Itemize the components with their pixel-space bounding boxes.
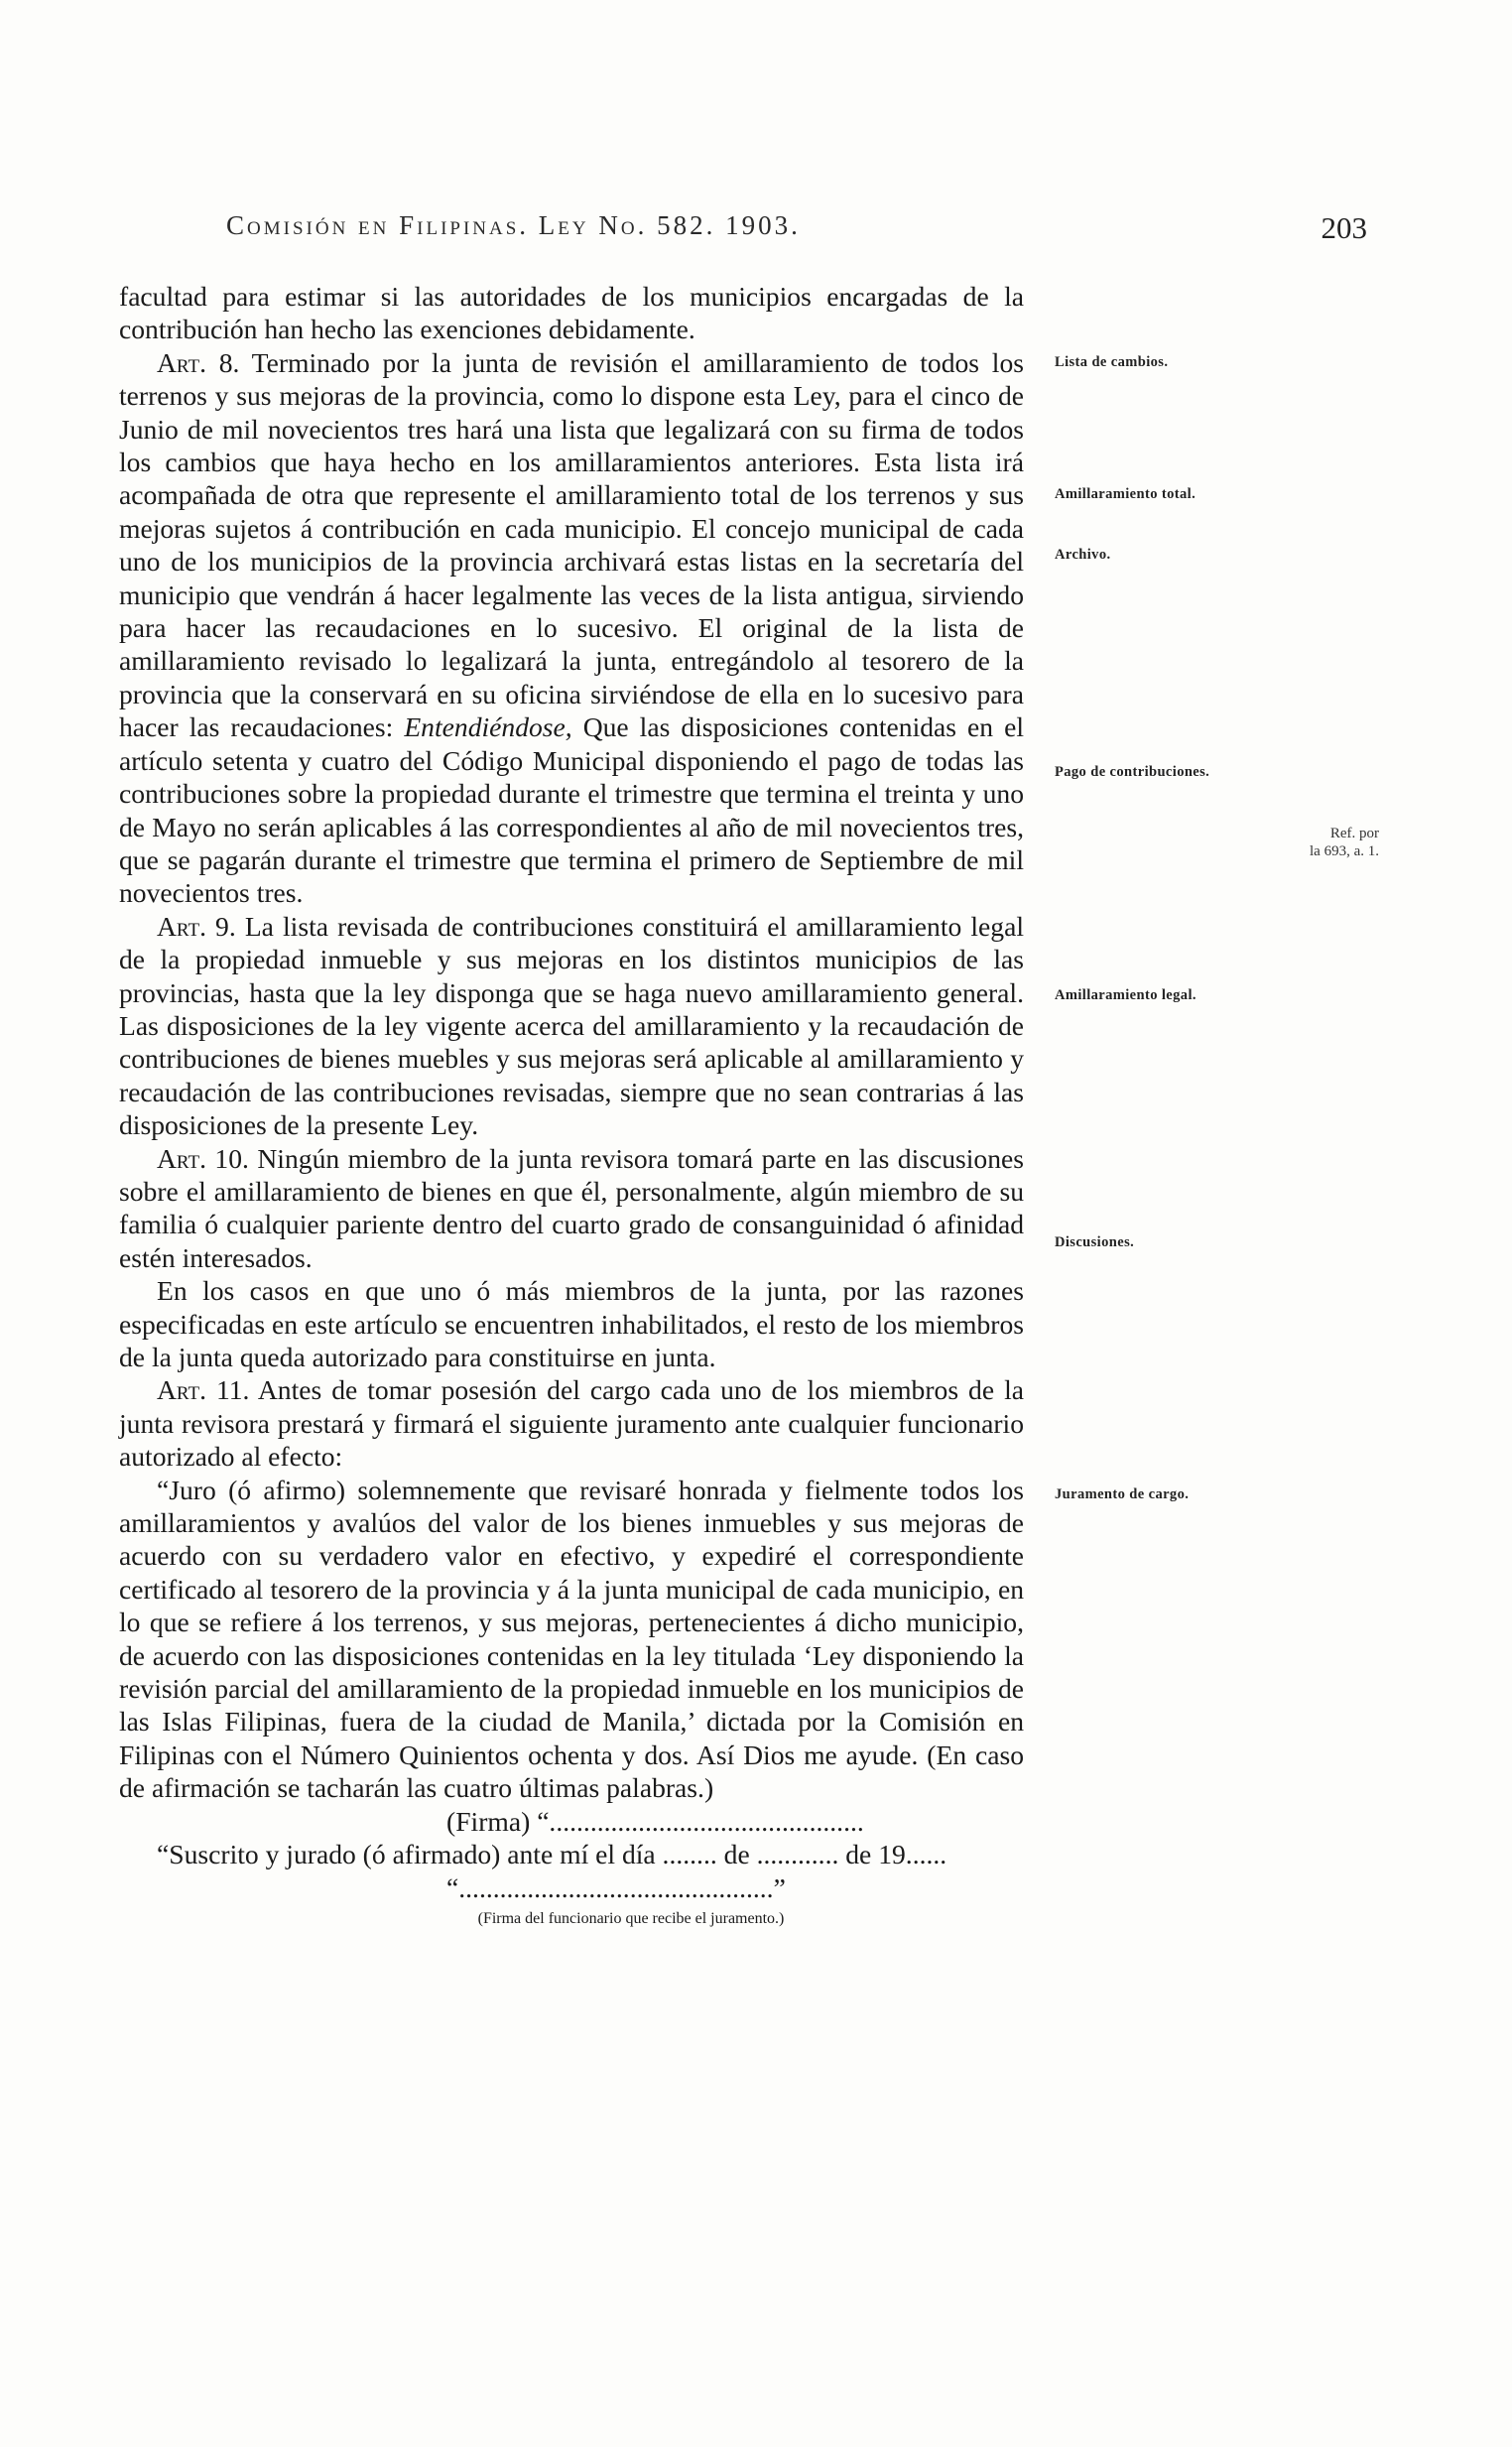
paragraph-casos: En los casos en que uno ó más miembros de la junta, por las razones especificadas en este artículo se encuentren inhabilitados, el resto de los miembros de la junta queda autorizado para constituirse en junta.: [119, 1275, 1024, 1372]
article-9: [119, 910, 1024, 1142]
article-8: [119, 346, 1024, 910]
paragraph-facultad: facultad para estimar si las autoridades de los municipios encargadas de la contribución han hecho las exenciones debidamente.: [119, 281, 1024, 345]
sworn-before-line: “Suscrito y jurado (ó afirmado) ante mí el día ........ de ............ de 19......: [157, 1839, 947, 1870]
margin-note-archivo: Archivo.: [1055, 547, 1111, 563]
margin-reference: [1260, 825, 1379, 860]
article-8-heading: Art. 8.: [157, 346, 240, 378]
body-text: [119, 280, 1024, 1930]
margin-note-amillaramiento-total: Amillaramiento total.: [1055, 486, 1197, 502]
margin-note-pago-de-contribuciones: Pago de contribuciones.: [1055, 764, 1210, 780]
margin-note-lista-de-cambios: Lista de cambios.: [1055, 354, 1169, 370]
article-8-emphasis: Entendiéndose,: [404, 711, 572, 743]
article-10: [119, 1142, 1024, 1275]
article-9-heading: Art. 9.: [157, 910, 236, 942]
article-10-heading: Art. 10.: [157, 1142, 249, 1174]
margin-note-discusiones: Discusiones.: [1055, 1234, 1135, 1250]
article-11: [119, 1373, 1024, 1473]
signature-line-member: (Firma) “..............................................: [446, 1805, 864, 1837]
article-9-text: La lista revisada de contribuciones constituirá el amillaramiento legal de la propiedad inmueble y sus mejoras en los distintos municipios de las provincias, hasta que la ley disponga que se haga nuevo amillaramiento general. Las disposiciones de la ley vigente acerca del amillaramiento y la recaudación de contribuciones de bienes muebles y sus mejoras será aplicable al amillaramiento y recaudación de las contribuciones revisadas, siempre que no sean contrarias á las disposiciones de la presente Ley.: [119, 910, 1024, 1141]
oath-text: “Juro (ó afirmo) solemnemente que revisaré honrada y fielmente todos los amillaramientos y avalúos del valor de los bienes inmuebles y sus mejoras de acuerdo con su verdadero valor en efectivo, y expediré el correspondiente certificado al tesorero de la provincia y á la junta municipal de cada municipio, en lo que se refiere á los terrenos, y sus mejoras, pertenecientes á dicho municipio, de acuerdo con las disposiciones contenidas en la ley titulada ‘Ley disponiendo la revisión parcial del amillaramiento de la propiedad inmueble en los municipios de las Islas Filipinas, fuera de la ciudad de Manila,’ dictada por la Comisión en Filipinas con el Número Quinientos ochenta y dos. Así Dios me ayude. (En caso de afirmación se tacharán las cuatro últimas palabras.): [119, 1474, 1024, 1804]
article-8-text-b: Que las disposiciones contenidas en el artículo setenta y cuatro del Código Municipal disponiendo el pago de todas las contribuciones sobre la propiedad durante el trimestre que termina el treinta y uno de Mayo no serán aplicables á las correspondientes al año de mil novecientos tres, que se pagarán durante el trimestre que termina el primero de Septiembre de mil novecientos tres.: [119, 711, 1024, 909]
page-header: [226, 210, 1367, 250]
signature-line-official: “..............................................”: [446, 1871, 786, 1903]
article-8-text-a: Terminado por la junta de revisión el amillaramiento de todos los terrenos y sus mejoras de la provincia, como lo dispone esta Ley, para el cinco de Junio de mil novecientos tres hará una lista que legalizará con su firma de todos los cambios que haya hecho en los amillaramientos anteriores. Esta lista irá acompañada de otra que represente el amillaramiento total de los terrenos y sus mejoras sujetos á contribución en cada municipio. El concejo municipal de cada uno de los municipios de la provincia archivará estas listas en la secretaría del municipio que vendrán á hacer legalmente las veces de la lista antigua, sirviendo para hacer las recaudaciones en lo sucesivo. El original de la lista de amillaramiento revisado lo legalizará la junta, entregándolo al tesorero de la provincia que la conservará en su oficina sirviéndose de ella en lo sucesivo para hacer las recaudaciones:: [119, 346, 1024, 743]
oath-block: [119, 1474, 1024, 1805]
margin-reference-line-2: la 693, a. 1.: [1310, 843, 1379, 859]
margin-reference-line-1: Ref. por: [1329, 826, 1379, 841]
signature-caption: (Firma del funcionario que recibe el juramento.): [477, 1909, 785, 1927]
margin-note-juramento-de-cargo: Juramento de cargo.: [1055, 1486, 1190, 1502]
article-11-text: Antes de tomar posesión del cargo cada uno de los miembros de la junta revisora prestará y firmará el siguiente juramento ante cualquier funcionario autorizado al efecto:: [119, 1374, 1024, 1473]
page-number: 203: [1321, 210, 1367, 245]
margin-note-amillaramiento-legal: Amillaramiento legal.: [1055, 987, 1197, 1003]
article-10-text: Ningún miembro de la junta revisora tomará parte en las discusiones sobre el amillaramiento de bienes en que él, personalmente, algún miembro de su familia ó cualquier pariente dentro del cuarto grado de consanguinidad ó afinidad estén interesados.: [119, 1142, 1024, 1273]
running-head: Comisión en Filipinas. Ley No. 582. 1903.: [226, 210, 801, 240]
article-11-heading: Art. 11.: [157, 1374, 250, 1406]
